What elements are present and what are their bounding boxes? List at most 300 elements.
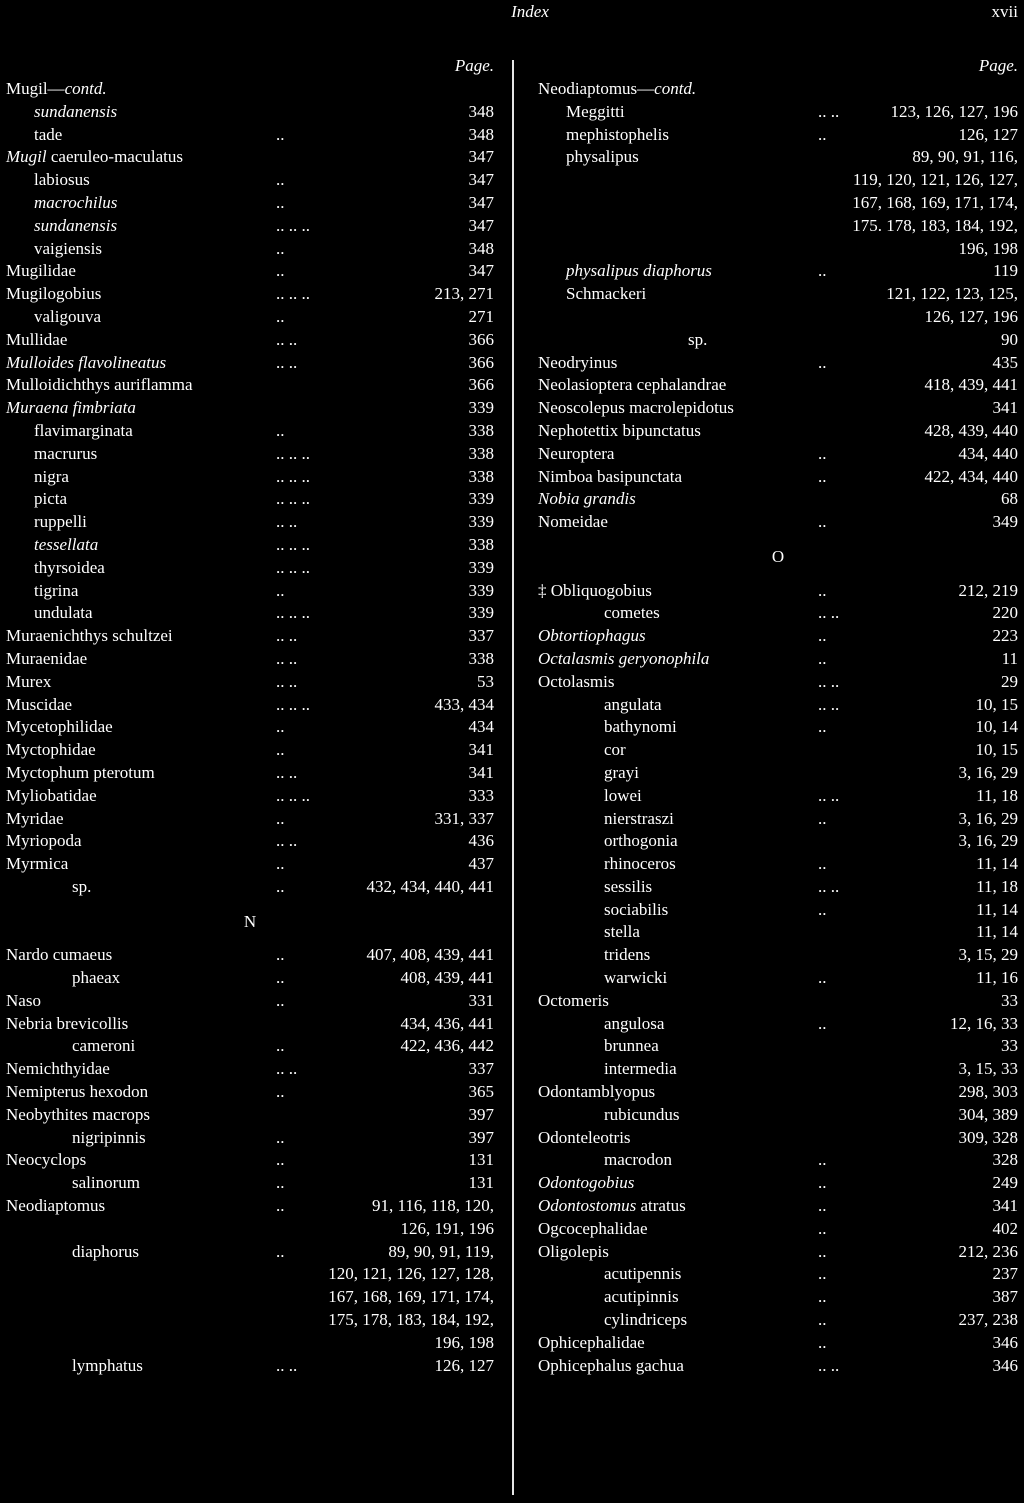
entry-term: Mulloides flavolineatus	[6, 352, 167, 372]
leader-dots: .. ..	[818, 785, 840, 805]
index-entry	[538, 1013, 1018, 1036]
leader-dots: ..	[818, 1218, 827, 1238]
entry-pages: 167, 168, 169, 171, 174,	[328, 1287, 494, 1307]
entry-term: sessilis	[604, 876, 653, 896]
entry-term: Neodryinus	[538, 352, 618, 372]
entry-pages: 3, 16, 29	[958, 808, 1018, 828]
leader-dots: ..	[818, 1332, 827, 1352]
entry-term: sp.	[688, 329, 708, 349]
entry-term: Murex	[6, 671, 52, 691]
index-entry	[6, 443, 494, 466]
index-entry	[538, 830, 1018, 853]
index-entry	[6, 808, 494, 831]
index-entries-left	[6, 78, 494, 1377]
entry-pages: 119	[993, 261, 1018, 281]
leader-dots: ..	[818, 1196, 827, 1216]
page-column-label: Page.	[978, 56, 1018, 75]
index-entry	[538, 238, 1018, 261]
leader-dots: ..	[818, 466, 827, 486]
index-entry	[6, 1355, 494, 1378]
entry-term: sundanensis	[34, 215, 118, 235]
entry-term: Nobia grandis	[538, 489, 636, 509]
entry-pages: 408, 439, 441	[400, 968, 494, 988]
entry-term: sp.	[72, 876, 92, 896]
entry-term: Naso	[6, 990, 41, 1010]
entry-term: lowei	[604, 785, 642, 805]
entry-term: macrurus	[34, 443, 98, 463]
leader-dots: ..	[276, 876, 285, 896]
entry-pages: 338	[468, 534, 494, 554]
entry-term: Nebria brevicollis	[6, 1013, 129, 1033]
index-entry	[538, 967, 1018, 990]
entry-pages: 53	[477, 671, 494, 691]
entry-term: Octalasmis geryonophila	[538, 648, 710, 668]
index-entry	[538, 124, 1018, 147]
entry-term: Ophicephalidae	[538, 1332, 645, 1352]
entry-pages: 90	[1001, 329, 1018, 349]
index-entry	[538, 352, 1018, 375]
index-entry	[538, 1172, 1018, 1195]
index-entry	[6, 1035, 494, 1058]
entry-pages: 11, 14	[976, 922, 1018, 942]
index-entry	[538, 808, 1018, 831]
entry-term: phaeax	[72, 968, 121, 988]
index-entry	[538, 716, 1018, 739]
entry-term: Octomeris	[538, 990, 609, 1010]
entry-term: Neobythites macrops	[6, 1104, 150, 1124]
index-entry	[538, 1263, 1018, 1286]
leader-dots: ..	[276, 420, 285, 440]
index-entry	[6, 944, 494, 967]
leader-dots: .. ..	[818, 101, 840, 121]
leader-dots: ..	[276, 854, 285, 874]
entry-term: cor	[604, 740, 626, 760]
page-column-label: Page.	[454, 56, 494, 75]
page-number: xvii	[991, 2, 1018, 21]
index-entry	[6, 785, 494, 808]
entry-pages: 10, 15	[975, 694, 1018, 714]
index-entry	[6, 511, 494, 534]
index-entry	[538, 78, 1018, 101]
entry-term: Neuroptera	[538, 443, 615, 463]
entry-pages: 3, 16, 29	[958, 831, 1018, 851]
leader-dots: .. ..	[276, 831, 298, 851]
leader-dots: ..	[818, 352, 827, 372]
index-entry	[6, 124, 494, 147]
index-entry	[6, 762, 494, 785]
entry-pages: 328	[992, 1150, 1018, 1170]
entry-term: ruppelli	[34, 512, 87, 532]
entry-term: sociabilis	[604, 899, 669, 919]
index-entry	[538, 169, 1018, 192]
entry-pages: 428, 439, 440	[924, 420, 1018, 440]
leader-dots: ..	[276, 124, 285, 144]
index-entry	[538, 283, 1018, 306]
entry-pages: 196, 198	[958, 238, 1018, 258]
entry-pages: 271	[468, 306, 494, 326]
index-entry	[6, 488, 494, 511]
entry-pages: 436	[468, 831, 494, 851]
index-entry	[6, 329, 494, 352]
entry-pages: 131	[468, 1150, 494, 1170]
entry-term: Mulloidichthys auriflamma	[6, 375, 193, 395]
index-entry	[6, 1286, 494, 1309]
index-entry	[6, 534, 494, 557]
entry-pages: 120, 121, 126, 127, 128,	[328, 1264, 494, 1284]
leader-dots: ..	[818, 1287, 827, 1307]
entry-pages: 337	[468, 1059, 494, 1079]
index-entry	[538, 260, 1018, 283]
index-entry	[6, 876, 494, 899]
index-entry	[6, 260, 494, 283]
entry-term: rubicundus	[604, 1104, 680, 1124]
index-entry	[538, 580, 1018, 603]
entry-term: physalipus	[566, 147, 639, 167]
index-entry	[6, 397, 494, 420]
index-entry	[6, 1195, 494, 1218]
index-entry	[6, 306, 494, 329]
leader-dots: ..	[276, 192, 285, 212]
entry-pages: 237	[992, 1264, 1018, 1284]
entry-pages: 349	[992, 512, 1018, 532]
index-entry	[6, 1104, 494, 1127]
leader-dots: ..	[818, 648, 827, 668]
entry-term: tridens	[604, 945, 651, 965]
entry-term: Meggitti	[566, 101, 625, 121]
entry-term: Muraenichthys schultzei	[6, 626, 173, 646]
entry-term: macrochilus	[34, 192, 118, 212]
index-entry	[538, 146, 1018, 169]
index-entry	[6, 830, 494, 853]
leader-dots: ..	[818, 580, 827, 600]
entry-pages: 304, 389	[958, 1104, 1018, 1124]
index-entry	[6, 602, 494, 625]
index-entry	[538, 648, 1018, 671]
leader-dots: ..	[818, 1150, 827, 1170]
index-entry	[6, 1013, 494, 1036]
entry-pages: 338	[468, 420, 494, 440]
index-entry	[6, 739, 494, 762]
entry-pages: 126, 191, 196	[400, 1218, 494, 1238]
entry-term: nigra	[34, 466, 69, 486]
index-entry	[6, 625, 494, 648]
entry-pages: 434, 440	[958, 443, 1018, 463]
entry-term: valigouva	[34, 306, 102, 326]
index-entry	[538, 785, 1018, 808]
entry-term: Oligolepis	[538, 1241, 609, 1261]
entry-term: Mugilidae	[6, 261, 76, 281]
index-entry	[538, 374, 1018, 397]
entry-pages: 365	[468, 1082, 494, 1102]
entry-pages: 10, 14	[975, 717, 1018, 737]
entry-term: Neodiaptomus	[6, 1196, 106, 1216]
running-head-title: Index	[511, 2, 549, 21]
entry-pages: 432, 434, 440, 441	[366, 876, 494, 896]
entry-pages: 331	[468, 990, 494, 1010]
entry-term: Octolasmis	[538, 671, 615, 691]
leader-dots: ..	[818, 443, 827, 463]
entry-term: salinorum	[72, 1173, 140, 1193]
leader-dots: ..	[818, 899, 827, 919]
entry-term: labiosus	[34, 170, 90, 190]
index-entry	[6, 853, 494, 876]
entry-term: Ophicephalus gachua	[538, 1355, 684, 1375]
leader-dots: .. ..	[276, 352, 298, 372]
index-entry	[538, 1286, 1018, 1309]
index-entry	[538, 625, 1018, 648]
leader-dots: .. .. ..	[276, 534, 310, 554]
entry-term: bathynomi	[604, 717, 677, 737]
entry-pages: 11, 18	[976, 785, 1018, 805]
leader-dots: ..	[276, 717, 285, 737]
leader-dots: ..	[276, 808, 285, 828]
index-entry	[6, 1127, 494, 1150]
entry-pages: 331, 337	[434, 808, 494, 828]
entry-pages: 339	[468, 603, 494, 623]
index-entry	[538, 1035, 1018, 1058]
entry-pages: 434, 436, 441	[400, 1013, 494, 1033]
entry-pages: 249	[992, 1173, 1018, 1193]
entry-term: Nardo cumaeus	[6, 945, 113, 965]
leader-dots: .. ..	[276, 512, 298, 532]
leader-dots: ..	[276, 740, 285, 760]
entry-term: Muraena fimbriata	[6, 398, 136, 418]
entry-pages: 435	[992, 352, 1018, 372]
index-column-left	[6, 54, 494, 1377]
entry-term: cometes	[604, 603, 660, 623]
entry-term: Myridae	[6, 808, 64, 828]
leader-dots: ..	[818, 968, 827, 988]
leader-dots: .. ..	[818, 876, 840, 896]
entry-pages: 68	[1001, 489, 1018, 509]
leader-dots: .. ..	[276, 648, 298, 668]
leader-dots: .. ..	[276, 1355, 298, 1375]
leader-dots: ..	[276, 306, 285, 326]
entry-pages: 89, 90, 91, 119,	[388, 1241, 494, 1261]
entry-pages: 3, 15, 29	[958, 945, 1018, 965]
entry-pages: 121, 122, 123, 125,	[886, 284, 1018, 304]
entry-term: macrodon	[604, 1150, 672, 1170]
entry-term: warwicki	[604, 968, 668, 988]
entry-pages: 213, 271	[434, 284, 494, 304]
entry-pages: 422, 434, 440	[924, 466, 1018, 486]
leader-dots: ..	[276, 170, 285, 190]
entry-term: angulosa	[604, 1013, 665, 1033]
index-entry	[538, 1104, 1018, 1127]
index-entry	[6, 1241, 494, 1264]
leader-dots: ..	[276, 1150, 285, 1170]
leader-dots: ..	[818, 626, 827, 646]
entry-pages: 347	[468, 192, 494, 212]
entry-pages: 175. 178, 183, 184, 192,	[852, 215, 1018, 235]
index-entry	[6, 192, 494, 215]
index-entry	[538, 899, 1018, 922]
entry-term: rhinoceros	[604, 854, 676, 874]
entry-term: Myriopoda	[6, 831, 82, 851]
entry-pages: 347	[468, 215, 494, 235]
entry-pages: 346	[992, 1355, 1018, 1375]
entry-pages: 11, 14	[976, 899, 1018, 919]
index-entry	[538, 739, 1018, 762]
entry-term: vaigiensis	[34, 238, 102, 258]
index-entry	[6, 283, 494, 306]
index-entry	[538, 1355, 1018, 1378]
entry-pages: 89, 90, 91, 116,	[912, 147, 1018, 167]
entry-term: nierstraszi	[604, 808, 674, 828]
leader-dots: ..	[276, 261, 285, 281]
index-entry	[6, 1263, 494, 1286]
entry-term: Myctophidae	[6, 740, 96, 760]
entry-pages: 11	[1001, 648, 1018, 668]
entry-term: physalipus diaphorus	[566, 261, 712, 281]
leader-dots: .. ..	[276, 626, 298, 646]
entry-pages: 126, 127	[434, 1355, 494, 1375]
entry-term: Nomeidae	[538, 512, 608, 532]
index-entry	[538, 694, 1018, 717]
entry-term: Odonteleotris	[538, 1127, 631, 1147]
index-entry	[538, 944, 1018, 967]
entry-pages: 167, 168, 169, 171, 174,	[852, 192, 1018, 212]
index-entry	[6, 215, 494, 238]
index-entry	[538, 306, 1018, 329]
leader-dots: ..	[818, 808, 827, 828]
leader-dots: .. ..	[276, 1059, 298, 1079]
entry-pages: 366	[468, 352, 494, 372]
entry-term: Muscidae	[6, 694, 73, 714]
entry-pages: 119, 120, 121, 126, 127,	[852, 170, 1018, 190]
index-column-right	[538, 54, 1018, 1377]
leader-dots: ..	[818, 512, 827, 532]
entry-term: brunnea	[604, 1036, 659, 1056]
leader-dots: .. ..	[818, 603, 840, 623]
index-entry	[6, 580, 494, 603]
leader-dots: .. ..	[276, 329, 298, 349]
index-entry	[538, 876, 1018, 899]
entry-pages: 212, 236	[958, 1241, 1018, 1261]
entry-pages: 366	[468, 329, 494, 349]
entry-term: Nemichthyidae	[6, 1059, 110, 1079]
entry-term: cylindriceps	[604, 1310, 688, 1330]
index-entry	[538, 602, 1018, 625]
entry-term: Nimboa basipunctata	[538, 466, 682, 486]
entry-pages: 346	[992, 1332, 1018, 1352]
index-entry	[538, 1218, 1018, 1241]
leader-dots: .. .. ..	[276, 466, 310, 486]
index-entry	[6, 374, 494, 397]
leader-dots: ..	[276, 1082, 285, 1102]
index-entry	[538, 488, 1018, 511]
leader-dots: ..	[276, 580, 285, 600]
section-letter: O	[771, 546, 785, 566]
leader-dots: ..	[818, 124, 827, 144]
entry-term: Muraenidae	[6, 648, 88, 668]
entry-pages: 212, 219	[958, 580, 1018, 600]
index-entry	[6, 1172, 494, 1195]
index-entry	[538, 1241, 1018, 1264]
leader-dots: .. ..	[276, 671, 298, 691]
index-entry	[6, 238, 494, 261]
entry-pages: 348	[468, 101, 494, 121]
entry-pages: 220	[992, 603, 1018, 623]
entry-pages: 341	[468, 740, 494, 760]
leader-dots: ..	[276, 1241, 285, 1261]
leader-dots: ..	[818, 854, 827, 874]
entry-pages: 338	[468, 466, 494, 486]
leader-dots: .. .. ..	[276, 785, 310, 805]
leader-dots: .. ..	[818, 671, 840, 691]
entry-pages: 397	[468, 1127, 494, 1147]
index-entry	[6, 716, 494, 739]
entry-pages: 397	[468, 1104, 494, 1124]
index-entry	[538, 1309, 1018, 1332]
leader-dots: ..	[818, 1173, 827, 1193]
leader-dots: .. ..	[818, 1355, 840, 1375]
index-entry	[6, 1309, 494, 1332]
entry-term: tade	[34, 124, 63, 144]
index-entry	[538, 397, 1018, 420]
entry-pages: 333	[468, 785, 494, 805]
index-entry	[538, 192, 1018, 215]
index-entry	[538, 1332, 1018, 1355]
leader-dots: .. .. ..	[276, 603, 310, 623]
index-entry	[538, 443, 1018, 466]
entry-pages: 337	[468, 626, 494, 646]
entry-pages: 33	[1001, 990, 1018, 1010]
entry-pages: 12, 16, 33	[950, 1013, 1018, 1033]
index-entry	[6, 352, 494, 375]
section-letter: N	[243, 911, 257, 931]
index-entry	[6, 1081, 494, 1104]
entry-term: Odontostomus atratus	[538, 1196, 686, 1216]
index-entry	[6, 78, 494, 101]
entry-pages: 91, 116, 118, 120,	[372, 1196, 494, 1216]
leader-dots: ..	[276, 945, 285, 965]
entry-term: Mugil—contd.	[6, 79, 107, 98]
index-entry	[538, 215, 1018, 238]
leader-dots: ..	[276, 990, 285, 1010]
index-entry	[6, 1058, 494, 1081]
entry-pages: 341	[992, 1196, 1018, 1216]
entry-term: lymphatus	[72, 1355, 143, 1375]
entry-pages: 126, 127, 196	[924, 306, 1018, 326]
leader-dots: ..	[818, 261, 827, 281]
entry-pages: 347	[468, 170, 494, 190]
entry-term: Mycetophilidae	[6, 717, 113, 737]
entry-term: Myliobatidae	[6, 785, 97, 805]
entry-term: Myrmica	[6, 854, 69, 874]
entry-term: flavimarginata	[34, 420, 133, 440]
index-entry	[6, 1218, 494, 1241]
leader-dots: .. ..	[276, 762, 298, 782]
entry-term: thyrsoidea	[34, 557, 105, 577]
entry-pages: 407, 408, 439, 441	[366, 945, 494, 965]
index-entry	[538, 921, 1018, 944]
entry-pages: 341	[468, 762, 494, 782]
entry-term: Mugilogobius	[6, 284, 102, 304]
entry-term: Mugil caeruleo-maculatus	[6, 147, 184, 167]
index-entries-right	[538, 78, 1018, 1377]
entry-pages: 422, 436, 442	[400, 1036, 494, 1056]
entry-term: grayi	[604, 762, 639, 782]
entry-pages: 11, 16	[976, 968, 1018, 988]
index-entry	[6, 557, 494, 580]
entry-term: diaphorus	[72, 1241, 140, 1261]
entry-term: ‡ Obliquogobius	[538, 580, 652, 600]
index-entry	[538, 420, 1018, 443]
entry-term: picta	[34, 489, 68, 509]
leader-dots: ..	[276, 1196, 285, 1216]
index-entry	[6, 671, 494, 694]
